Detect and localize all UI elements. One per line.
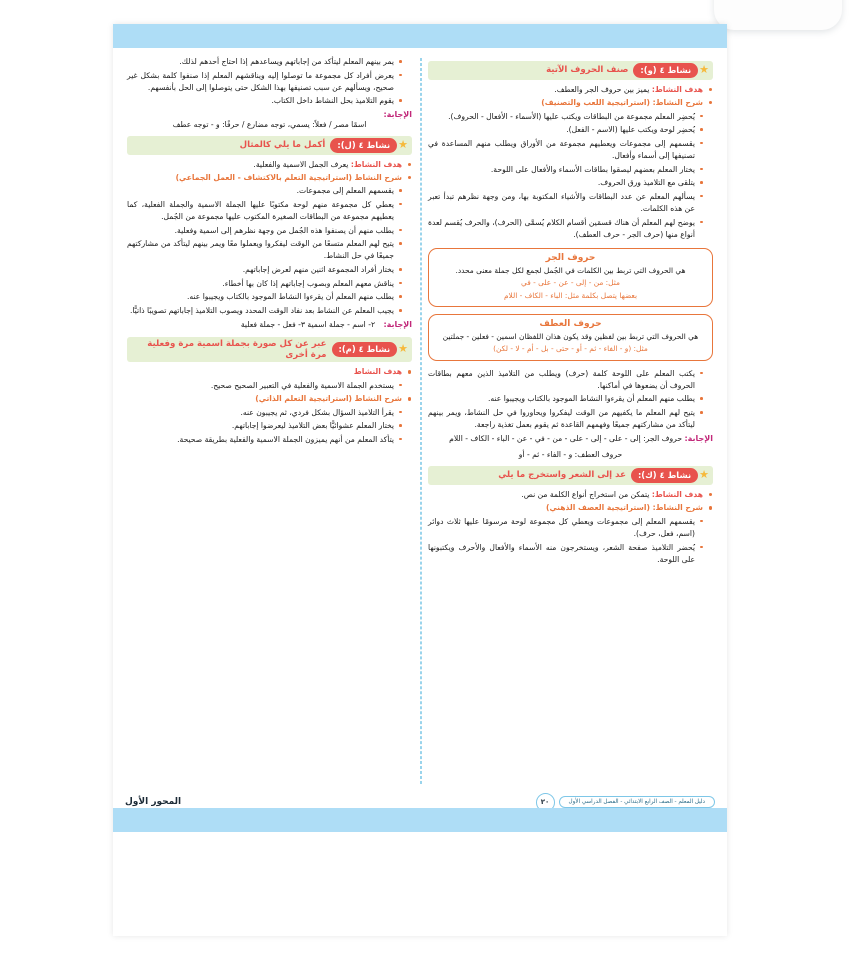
- goal-text: يتمكن من استخراج أنواع الكلمة من نص.: [521, 490, 652, 500]
- list-item: يُحضِر المعلم مجموعة من البطاقات ويكتب عليها (الأسماء - الأفعال - الحروف).: [428, 111, 704, 123]
- activity-wa-steps: [428, 111, 713, 241]
- strategy-label: شرح النشاط (استراتيجية التعلم الذاتي): [255, 394, 402, 404]
- activity-title-lam: أكمل ما يلي كالمثال: [239, 139, 326, 150]
- strategy-line: [127, 172, 412, 184]
- activity-tag-meem: نشاط ٤ (م):: [332, 342, 398, 357]
- activity-tag-wa: نشاط ٤ (و):: [633, 63, 698, 78]
- goal-line: [127, 159, 412, 171]
- goal-text: يميز بين حروف الجر والعطف.: [554, 85, 652, 94]
- list-item: يقرأ التلاميذ السؤال بشكل فردي، ثم يجيبون عنه.: [127, 407, 403, 419]
- list-item: يجيب المعلم عن النشاط بعد نفاد الوقت المحدد ويصوب التلاميذ إجاباتهم تصويبًا ذاتيًّا.: [127, 305, 403, 317]
- activity-tag-lam: نشاط ٤ (ل):: [330, 138, 397, 153]
- info-box-huruf-alatf: [428, 314, 713, 361]
- activity-tag-kaf: نشاط ٤ (ك):: [631, 468, 698, 483]
- list-item: يقسمهم المعلم إلى مجموعات ويعطي كل مجموعة لوحة مرسومًا عليها ثلاث دوائر (اسم، فعل، حرف).: [428, 516, 704, 540]
- answer-line-2: حروف العطف: و - الفاء - ثم - أو: [518, 450, 623, 460]
- decorative-corner-card: [714, 0, 842, 30]
- star-icon: ★: [699, 63, 709, 76]
- list-item: يستخدم الجملة الاسمية والفعلية في التعبير الصحيح صحيح.: [127, 380, 403, 392]
- activity-banner-wa: [428, 61, 713, 80]
- list-item: يكتب المعلم على اللوحة كلمة (حرف) ويطلب من التلاميذ الذين معهم بطاقات الحروف أن يضعوها في أماكنها.: [428, 368, 704, 392]
- star-icon: ★: [699, 468, 709, 482]
- list-item: يتلقى مع التلاميذ ورق الحروف.: [428, 177, 704, 189]
- page-footer-bar: [113, 808, 727, 832]
- list-item: يتأكد المعلم من أنهم يميزون الجملة الاسمية والفعلية بطريقة صحيحة.: [127, 434, 403, 446]
- answer-line-1: حروف الجر: إلى - على - إلى - على - من - في - عن - الباء - الكاف - اللام: [449, 434, 683, 444]
- list-item: يوضح لهم المعلم أن هناك قسمَين أقسام الكلام يُسمَّى (الحرف)، والحرف يُقسم لعدة أنواع منها (حرف الجر - حرف العطف).: [428, 217, 704, 241]
- list-item: يناقش معهم المعلم وبصوب إجاباتهم إذا كان بها أخطاء.: [127, 278, 403, 290]
- list-item: يطلب منهم المعلم أن يقرءوا النشاط الموجود بالكتاب ويجيبوا عنه.: [428, 393, 704, 405]
- strategy-line: [428, 97, 713, 109]
- activity-wa-meta-list: [428, 84, 713, 109]
- activity-meem-goal-list: [127, 366, 412, 378]
- info-box-example-1: مثل: من - إلى - عن - على - في: [521, 278, 620, 288]
- textbook-page: [113, 24, 727, 936]
- chapter-label: المحور الأول: [125, 797, 182, 807]
- left-column: [113, 56, 420, 804]
- answer-label: الإجابة:: [383, 320, 412, 330]
- goal-text: يعرف الجمل الاسمية والفعلية.: [253, 159, 351, 169]
- list-item: يتيح لهم المعلم ما يكفيهم من الوقت ليفكروا ويحاوروا في حل النشاط، ويمر بينهم ليتأكد من مشاركتهم جميعًا وفهمهم القاعدة ثم يقوم بعمل تغذية راجعة.: [428, 407, 704, 431]
- list-item: يُحضر التلاميذ صفحة الشعر، ويستخرجون منه الأسماء والأفعال والأحرف ويكتبونها على اللوحة.: [428, 542, 704, 566]
- info-box-example-1: مثل: (و - الفاء - ثم - أو - حتى - بل - أم - لا - لكن): [493, 344, 648, 354]
- list-item: يقوم التلاميذ بحل النشاط داخل الكتاب.: [127, 95, 403, 107]
- strategy-label: شرح النشاط (استراتيجية التعلم بالاكتشاف - العمل الجماعي): [175, 172, 402, 182]
- list-item: يطلب منهم المعلم أن يقرءوا النشاط الموجود بالكتاب ويجيبوا عنه.: [127, 291, 403, 303]
- activity-wa-steps-continued: [428, 368, 713, 432]
- continued-steps-top: [127, 56, 412, 108]
- activity-banner-lam: [127, 136, 412, 155]
- activity-title-meem: عبر عن كل صورة بجملة اسمية مرة وفعلية مرة أخرى: [147, 338, 327, 360]
- goal-line: [127, 366, 412, 378]
- activity-meem-strategy-list: [127, 393, 412, 405]
- list-item: يختار المعلم عشوائيًّا بعض التلاميذ ليعرضوا إجاباتهم.: [127, 420, 403, 432]
- activity-meem-steps: [127, 407, 412, 446]
- strategy-line: [127, 393, 412, 405]
- answer-text-top: اسمًا مصر / فعلاً: يسمي، توجه مضارع / حرفًا: و - توجه عطف: [172, 119, 367, 129]
- star-icon: ★: [398, 137, 408, 151]
- answer-items: ٢- اسم - جملة اسمية ٣- فعل - جملة فعلية: [240, 320, 376, 330]
- star-icon: ★: [398, 342, 408, 356]
- goal-label: هدف النشاط:: [651, 85, 703, 94]
- activity-title-wa: صنف الحروف الآتية: [546, 65, 629, 76]
- activity-lam-meta-list: [127, 159, 412, 184]
- list-item: يعرض أفراد كل مجموعة ما توصلوا إليه ويناقشهم المعلم إذا صنفوا كلمة بشكل غير صحيح، ويسألهم عن سبب تصنيفها بهذا الشكل حتى يتوصلوا إلى الحل بأنفسهم.: [127, 70, 403, 94]
- list-item: يقسمهم المعلم إلى مجموعات.: [127, 185, 403, 197]
- activity-title-kaf: عد إلى الشعر واستخرج ما يلي: [498, 470, 626, 481]
- list-item: يسألهم المعلم عن عدد البطاقات والأشياء المكتوبة بها، ومن وجهة نظرهم تبدأ تعبر عن هذه الكلمات.: [428, 191, 704, 215]
- activity-kaf-meta-list: [428, 489, 713, 514]
- goal-label: هدف النشاط:: [651, 490, 703, 500]
- list-item: يختار المعلم بعضهم ليصقوا بطاقات الأسماء والأفعال على اللوحة.: [428, 164, 704, 176]
- goal-label: هدف النشاط:: [350, 159, 402, 169]
- answer-label: الإجابة:: [684, 434, 713, 444]
- list-item: يعطي كل مجموعة منهم لوحة مكتوبًا عليها الجملة الاسمية والجملة الفعلية، كما يعطيهم مجموعة من البطاقات الصغيرة المكتوب عليها مجموعة من الجُمل.: [127, 199, 403, 223]
- activity-meem-goal-detail: [127, 380, 412, 392]
- info-box-title: حروف الجر: [545, 252, 596, 263]
- list-item: يُحضِر لوحة ويكتب عليها (الاسم - الفعل).: [428, 124, 704, 136]
- activity-banner-kaf: [428, 466, 713, 485]
- answer-label-top: الإجابة:: [383, 109, 412, 119]
- strategy-label: شرح النشاط: (استراتيجية اللعب والتصنيف): [541, 98, 703, 108]
- list-item: يختار أفراد المجموعة اثنين منهم لعرض إجاباتهم.: [127, 264, 403, 276]
- activity-kaf-steps: [428, 516, 713, 566]
- activity-banner-meem: [127, 337, 412, 362]
- book-info-pill: دليل المعلم - الصف الرابع الابتدائي - الفصل الدراسي الأول: [559, 796, 715, 808]
- list-item: يمر بينهم المعلم ليتأكد من إجاباتهم ويساعدهم إذا احتاج أحدهم لذلك.: [127, 56, 403, 68]
- list-item: يتيح لهم المعلم متسعًا من الوقت ليفكروا ويعملوا معًا ويمر بينهم ليتأكد من مشاركتهم جميعًا في حل النشاط.: [127, 238, 403, 262]
- info-box-definition: هي الحروف التي تربط بين لفظين وقد يكون هذان اللفظان اسمين - فعلين - جملتين: [442, 331, 699, 341]
- goal-line: [428, 489, 713, 501]
- list-item: يقسمهم إلى مجموعات ويعطيهم مجموعة من الأوراق ويطلب منهم المساعدة في تصنيفها إلى أسماء وأفعال.: [428, 138, 704, 162]
- page-header-bar: [113, 24, 727, 48]
- goal-line: [428, 84, 713, 96]
- strategy-label: شرح النشاط: (استراتيجية العصف الذهني): [545, 503, 703, 513]
- right-column: [420, 56, 727, 804]
- activity-lam-steps: [127, 185, 412, 317]
- answer-block-lam: [127, 319, 412, 332]
- info-box-huruf-aljar: [428, 248, 713, 307]
- list-item: يطلب منهم أن يصنفوا هذه الجُمل من وجهة نظرهم إلى اسمية وفعلية.: [127, 225, 403, 237]
- goal-label: هدف النشاط: [353, 367, 402, 377]
- page-content: [113, 56, 727, 804]
- strategy-line: [428, 502, 713, 514]
- info-box-definition: هي الحروف التي تربط بين الكلمات في الجُمل لجمع لكل جملة معنى محدد.: [455, 265, 686, 275]
- info-box-title: حروف العطف: [539, 318, 602, 329]
- info-box-example-2: بعضها يتصل بكلمة مثل: الباء - الكاف - اللام: [503, 290, 638, 300]
- page-number-badge: ٢٠: [536, 793, 555, 812]
- answer-block-wa: [428, 433, 713, 446]
